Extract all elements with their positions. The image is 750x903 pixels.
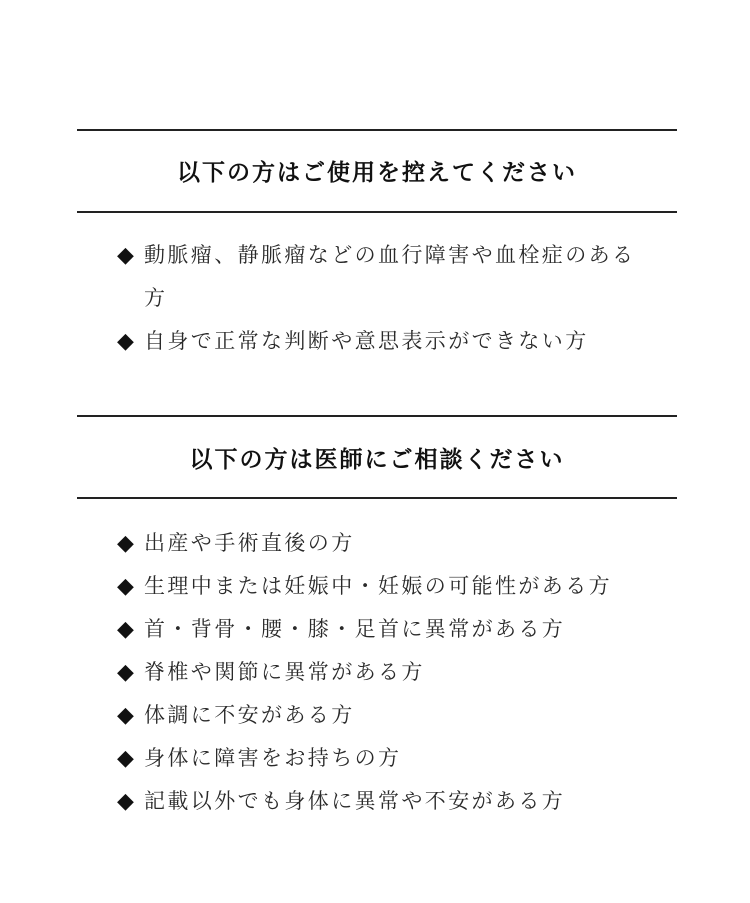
diamond-bullet-icon: ◆ <box>117 329 134 354</box>
top-divider <box>77 415 677 417</box>
list-item-text: 自身で正常な判断や意思表示ができない方 <box>144 329 589 353</box>
list-item <box>117 320 647 363</box>
list-item-text: 首・背骨・腰・膝・足首に異常がある方 <box>144 617 566 641</box>
top-divider <box>77 129 677 131</box>
list-item <box>117 522 647 565</box>
list-item-text: 記載以外でも身体に異常や不安がある方 <box>144 789 566 813</box>
list-item-text: 生理中または妊娠中・妊娠の可能性がある方 <box>144 574 612 598</box>
section-heading: 以下の方は医師にご相談ください <box>189 447 565 473</box>
list-item-text: 動脈瘤、静脈瘤などの血行障害や血栓症のある方 <box>144 243 636 310</box>
diamond-bullet-icon: ◆ <box>117 243 134 268</box>
consult-list <box>117 522 647 823</box>
list-item <box>117 651 647 694</box>
diamond-bullet-icon: ◆ <box>117 574 134 599</box>
bottom-divider <box>77 497 677 499</box>
list-item-text: 脊椎や関節に異常がある方 <box>144 660 425 684</box>
list-item <box>117 565 647 608</box>
list-item-text: 身体に障害をお持ちの方 <box>144 746 402 770</box>
list-item-text: 出産や手術直後の方 <box>144 531 355 555</box>
section-heading: 以下の方はご使用を控えてください <box>177 160 577 186</box>
diamond-bullet-icon: ◆ <box>117 660 134 685</box>
list-item <box>117 780 647 823</box>
warning-list <box>117 234 647 363</box>
list-item <box>117 234 644 320</box>
list-item <box>117 608 647 651</box>
bottom-divider <box>77 211 677 213</box>
diamond-bullet-icon: ◆ <box>117 703 134 728</box>
diamond-bullet-icon: ◆ <box>117 789 134 814</box>
list-item-text: 体調に不安がある方 <box>144 703 355 727</box>
list-item <box>117 694 647 737</box>
diamond-bullet-icon: ◆ <box>117 746 134 771</box>
diamond-bullet-icon: ◆ <box>117 531 134 556</box>
list-item <box>117 737 647 780</box>
diamond-bullet-icon: ◆ <box>117 617 134 642</box>
